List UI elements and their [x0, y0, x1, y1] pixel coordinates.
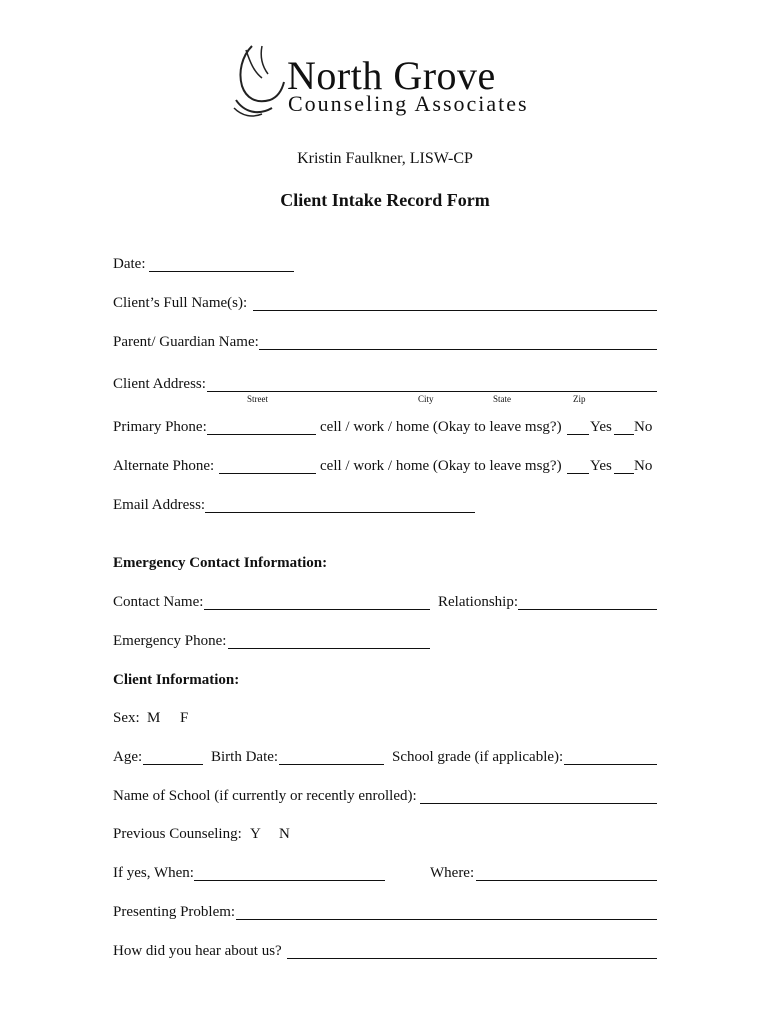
dove-icon	[232, 42, 286, 118]
logo-subtitle: Counseling Associates	[288, 91, 529, 116]
sex-label: Sex:	[113, 710, 140, 726]
address-field[interactable]	[207, 391, 657, 392]
primary-phone-yes: Yes	[590, 419, 612, 435]
presenting-problem-label: Presenting Problem:	[113, 904, 236, 920]
address-zip-label: Zip	[573, 394, 586, 404]
alternate-phone-yes: Yes	[590, 458, 612, 474]
relationship-label: Relationship:	[438, 594, 518, 610]
school-grade-field[interactable]	[564, 764, 657, 765]
address-label: Client Address:	[113, 376, 206, 392]
sex-option-f[interactable]: F	[180, 710, 189, 726]
client-name-field[interactable]	[253, 310, 657, 311]
hear-about-label: How did you hear about us?	[113, 943, 282, 959]
primary-phone-no: No	[634, 419, 653, 435]
primary-phone-yes-blank[interactable]	[567, 434, 589, 435]
alternate-phone-yes-blank[interactable]	[567, 473, 589, 474]
previous-counseling-label: Previous Counseling:	[113, 826, 242, 842]
primary-phone-field[interactable]	[207, 434, 316, 435]
previous-counseling-y[interactable]: Y	[250, 826, 261, 842]
primary-phone-options: cell / work / home (Okay to leave msg?)	[320, 419, 562, 435]
primary-phone-label: Primary Phone:	[113, 419, 207, 435]
client-info-heading: Client Information:	[113, 672, 240, 688]
email-label: Email Address:	[113, 497, 206, 513]
alternate-phone-field[interactable]	[219, 473, 316, 474]
if-yes-when-label: If yes, When:	[113, 865, 194, 881]
hear-about-field[interactable]	[287, 958, 657, 959]
alternate-phone-label: Alternate Phone:	[113, 458, 215, 474]
primary-phone-no-blank[interactable]	[614, 434, 634, 435]
where-label: Where:	[430, 865, 475, 881]
birth-date-field[interactable]	[279, 764, 384, 765]
alternate-phone-no: No	[634, 458, 653, 474]
alternate-phone-no-blank[interactable]	[614, 473, 634, 474]
school-grade-label: School grade (if applicable):	[392, 749, 564, 765]
previous-counseling-n[interactable]: N	[279, 826, 290, 842]
school-name-field[interactable]	[420, 803, 657, 804]
email-field[interactable]	[205, 512, 475, 513]
guardian-label: Parent/ Guardian Name:	[113, 334, 259, 350]
emergency-phone-field[interactable]	[228, 648, 430, 649]
where-field[interactable]	[476, 880, 657, 881]
logo-title: North Grove	[287, 53, 496, 98]
address-street-label: Street	[247, 394, 268, 404]
relationship-field[interactable]	[518, 609, 657, 610]
client-name-label: Client’s Full Name(s):	[113, 295, 248, 311]
contact-name-field[interactable]	[204, 609, 430, 610]
therapist-name: Kristin Faulkner, LISW-CP	[297, 150, 473, 167]
guardian-field[interactable]	[259, 349, 657, 350]
if-yes-when-field[interactable]	[194, 880, 385, 881]
date-field[interactable]	[149, 271, 294, 272]
age-field[interactable]	[143, 764, 203, 765]
address-city-label: City	[418, 394, 434, 404]
emergency-phone-label: Emergency Phone:	[113, 633, 227, 649]
birth-date-label: Birth Date:	[211, 749, 279, 765]
age-label: Age:	[113, 749, 143, 765]
sex-option-m[interactable]: M	[147, 710, 161, 726]
school-name-label: Name of School (if currently or recently enrolled):	[113, 788, 417, 804]
presenting-problem-field[interactable]	[236, 919, 657, 920]
contact-name-label: Contact Name:	[113, 594, 204, 610]
date-label: Date:	[113, 256, 146, 272]
alternate-phone-options: cell / work / home (Okay to leave msg?)	[320, 458, 562, 474]
address-state-label: State	[493, 394, 511, 404]
emergency-heading: Emergency Contact Information:	[113, 555, 328, 571]
form-title: Client Intake Record Form	[280, 190, 490, 210]
